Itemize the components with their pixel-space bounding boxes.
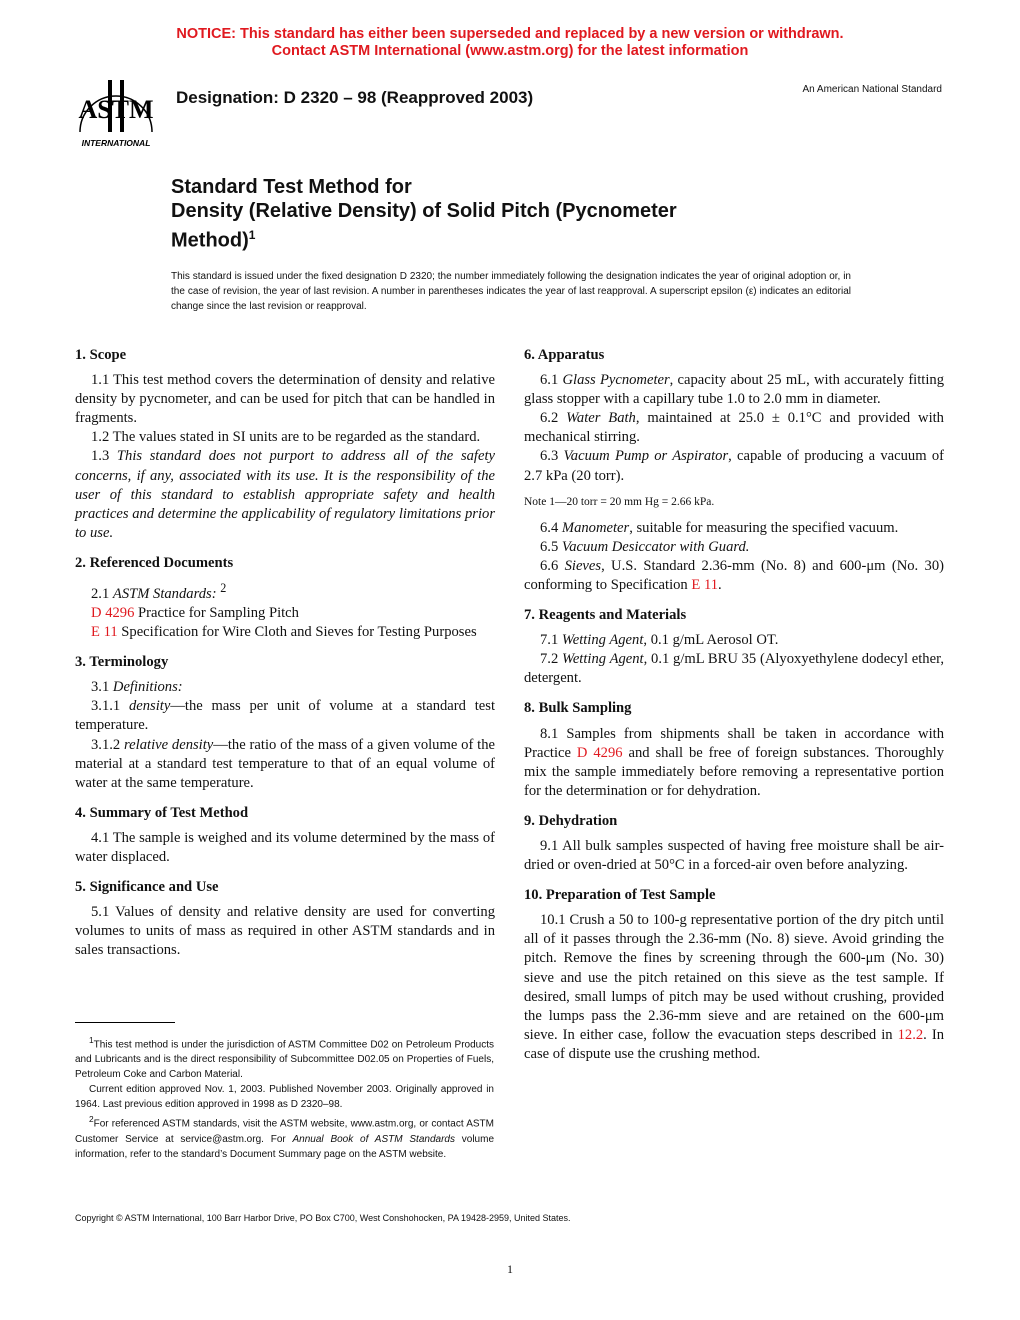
paragraph: 3.1.1 density—the mass per unit of volume at a standard test temperature. [75, 698, 495, 734]
footnote: $^1$This test method is under the jurisdiction of ASTM Committee D02 on Petroleum Products and Lubricants and is the direct responsibility of Subcommittee D02.05 on Properties of Fuels, Petroleum Coke and Carbon Material. [75, 1035, 494, 1081]
paragraph: 4.1 The sample is weighed and its volume determined by the mass of water displaced. [75, 829, 495, 866]
section-heading: 10. Preparation of Test Sample [524, 887, 716, 904]
astm-logo [68, 74, 164, 152]
title-line-3: Method) [171, 229, 249, 252]
note: Note 1—20 torr = 20 mm Hg = 2.66 kPa. [524, 495, 715, 508]
section-heading: 5. Significance and Use [75, 879, 219, 896]
paragraph: 1.2 The values stated in SI units are to be regarded as the standard. [91, 429, 481, 446]
right-column [524, 346, 944, 1075]
paragraph: 6.5 Vacuum Desiccator with Guard. [540, 538, 750, 555]
notice-line-2: Contact ASTM International (www.astm.org) for the latest information [271, 43, 749, 59]
reference-link[interactable]: D 4296 [91, 604, 135, 621]
title-line-1: Standard Test Method for [171, 176, 412, 198]
section-heading: 9. Dehydration [524, 812, 618, 829]
paragraph: 6.1 Glass Pycnometer, capacity about 25 mL, with accurately fitting glass stopper with a capillary tube 1.0 to 2.0 mm in diameter. [524, 372, 944, 408]
paragraph: 3.1 Definitions: [91, 679, 183, 696]
section-heading: 1. Scope [75, 347, 127, 363]
paragraph: 8.1 Samples from shipments shall be taken in accordance with Practice D 4296 and shall be free of foreign substances. Thoroughly mix the sample immediately before removing a representative portion for the determination or for dehydration. [524, 725, 944, 799]
title-footnote-ref[interactable]: 1 [248, 228, 256, 242]
reference-link[interactable]: E 11 [91, 624, 118, 641]
section-heading: 8. Bulk Sampling [524, 700, 632, 717]
american-national-standard: An American National Standard [802, 84, 942, 95]
paragraph: 5.1 Values of density and relative density are used for converting volumes to units of mass as required in other ASTM standards and in sales transactions. [75, 904, 495, 959]
paragraph: 6.4 Manometer, suitable for measuring the specified vacuum. [540, 519, 899, 536]
section-heading: 2. Referenced Documents [75, 554, 234, 571]
reference-item: D 4296 Practice for Sampling Pitch [91, 604, 299, 621]
designation: Designation: D 2320 – 98 (Reapproved 2003) [176, 88, 534, 107]
section-dehydration [524, 812, 944, 875]
section-heading: 6. Apparatus [524, 347, 605, 363]
reference-link[interactable]: E 11 [691, 576, 719, 593]
section-summary [75, 804, 495, 867]
paragraph: 1.3 This standard does not purport to address all of the safety concerns, if any, associated with its use. It is the responsibility of the user of this standard to establish appropriate safety and health practices and determine the applicability of regulatory limitations prior to use. [75, 448, 495, 541]
paragraph: 1.1 This test method covers the determination of density and relative density by pycnometer, and can be used for pitch that can be handled in fragments. [75, 372, 495, 427]
paragraph: 6.2 Water Bath, maintained at 25.0 ± 0.1°C and provided with mechanical stirring. [524, 410, 944, 446]
paragraph: 3.1.2 relative density—the ratio of the mass of a given volume of the material at a standard test temperature to that of an equal volume of water at the same temperature. [75, 736, 495, 791]
copyright: Copyright © ASTM International, 100 Barr Harbor Drive, PO Box C700, West Conshohocken, PA 19428-2959, United States. [75, 1213, 571, 1223]
section-significance [75, 878, 495, 960]
footnotes [75, 1033, 494, 1162]
footnote: Current edition approved Nov. 1, 2003. Published November 2003. Originally approved in 1964. Last previous edition approved in 1998 as D 2320–98. [75, 1084, 494, 1111]
footnote: $^2$For referenced ASTM standards, visit the ASTM website, www.astm.org, or contact ASTM Customer Service at service@astm.org. For Annual Book of ASTM Standards volume information, refer to the standard’s Document Summary page on the ASTM website. [75, 1114, 494, 1160]
reference-link[interactable]: D 4296 [576, 744, 623, 761]
section-heading: 4. Summary of Test Method [75, 804, 249, 821]
section-referenced-documents [75, 554, 495, 642]
section-scope [75, 346, 495, 543]
left-column [75, 346, 495, 971]
reference-item: E 11 Specification for Wire Cloth and Sieves for Testing Purposes [91, 624, 477, 641]
paragraph: 7.2 Wetting Agent, 0.1 g/mL BRU 35 (Alyoxyethylene dodecyl ether, detergent. [524, 651, 944, 687]
paragraph: 9.1 All bulk samples suspected of having free moisture shall be air-dried or oven-dried at 50°C in a forced-air oven before analyzing. [524, 837, 944, 874]
notice-line-1: NOTICE: This standard has either been superseded and replaced by a new version or withdrawn. [176, 26, 844, 42]
document-title [171, 175, 871, 253]
paragraph: 7.1 Wetting Agent, 0.1 g/mL Aerosol OT. [540, 632, 779, 649]
section-reagents [524, 606, 944, 688]
section-preparation [524, 886, 944, 1064]
section-heading: 3. Terminology [75, 654, 169, 671]
paragraph: 10.1 Crush a 50 to 100-g representative portion of the dry pitch until all of it passes through the 2.36-mm (No. 8) sieve. Avoid grinding the pitch. Remove the fines by screening through the 600-μm (No. 30) sieve and use the pitch retained on this sieve as the test sample. If desired, small lumps of pitch may be used without crushing, provided the lumps pass the 2.36-mm sieve and are retained on the 600-μm sieve. In either case, follow the evacuation steps described in 12.2. In case of dispute use the crushing method. [524, 912, 944, 1062]
section-terminology [75, 653, 495, 793]
section-bulk-sampling [524, 699, 944, 800]
page-number: 1 [507, 1262, 513, 1276]
paragraph: 2.1 ASTM Standards: $^2$ [91, 581, 227, 602]
logo-subtitle: INTERNATIONAL [81, 138, 151, 148]
title-line-2: Density (Relative Density) of Solid Pitch (Pycnometer [171, 200, 677, 222]
notice-banner [0, 26, 1020, 60]
paragraph: 6.3 Vacuum Pump or Aspirator, capable of producing a vacuum of 2.7 kPa (20 torr). [524, 448, 944, 484]
reference-link[interactable]: 12.2 [897, 1026, 924, 1043]
logo-wordmark: ASTM [78, 95, 154, 124]
footnote-divider [75, 1022, 175, 1023]
paragraph: 6.6 Sieves, U.S. Standard 2.36-mm (No. 8) and 600-μm (No. 30) conforming to Specification E 11. [524, 557, 944, 593]
section-heading: 7. Reagents and Materials [524, 607, 687, 624]
preamble: This standard is issued under the fixed designation D 2320; the number immediately following the designation indicates the year of original adoption or, in the case of revision, the year of last revision. A number in parentheses indicates the year of last reapproval. A superscript epsilon (ε) indicates an editorial change since the last revision or reapproval. [171, 271, 851, 312]
section-apparatus [524, 346, 944, 595]
